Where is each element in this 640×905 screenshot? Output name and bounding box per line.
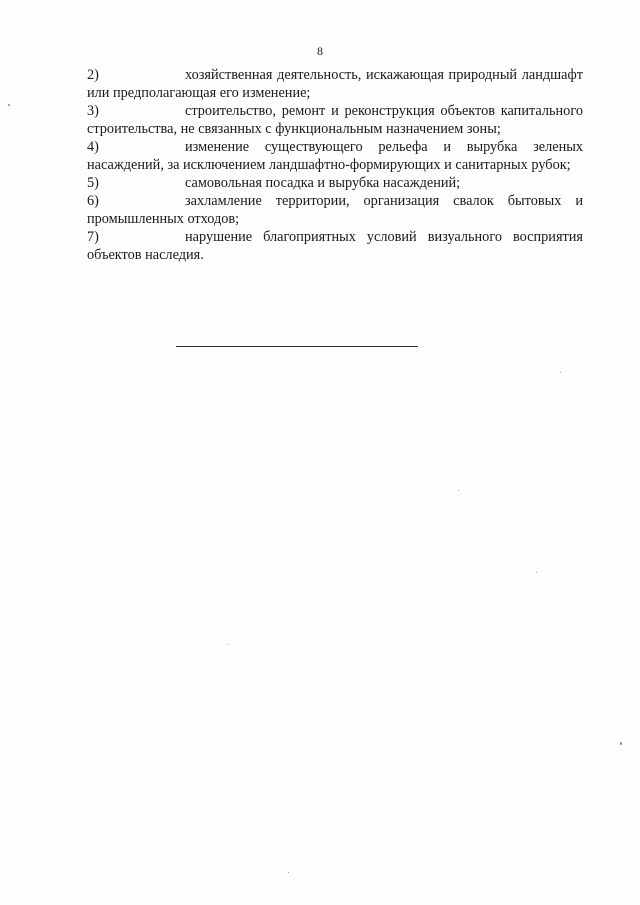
- list-item-number: 2): [87, 67, 99, 83]
- scan-speck: [620, 742, 622, 745]
- list-item-text: нарушение благоприятных условий визуального восприятия объектов наследия.: [87, 229, 583, 263]
- page-number: 8: [317, 44, 323, 58]
- list-item-number: 6): [87, 193, 99, 209]
- list-item: [87, 228, 583, 264]
- list-item: [87, 138, 583, 174]
- list-item-number: 7): [87, 229, 99, 245]
- list-item: [87, 192, 583, 228]
- scan-speck: [458, 490, 459, 491]
- list-item-text: строительство, ремонт и реконструкция объектов капитального строительства, не связанных с функциональным назначением зоны;: [87, 103, 583, 137]
- list-item-number: 3): [87, 103, 99, 119]
- list-item: [87, 102, 583, 138]
- list-item-number: 4): [87, 139, 99, 155]
- list-item-text: захламление территории, организация свалок бытовых и промышленных отходов;: [87, 193, 583, 227]
- list-item-text: изменение существующего рельефа и вырубка зеленых насаждений, за исключением ландшафтно-формирующих и санитарных рубок;: [87, 139, 583, 173]
- scan-speck: [228, 644, 229, 645]
- list-item: [87, 174, 583, 192]
- list-item: [87, 66, 583, 102]
- list-item-number: 5): [87, 175, 99, 191]
- prohibitions-list: [87, 66, 583, 264]
- list-item-text: хозяйственная деятельность, искажающая природный ландшафт или предполагающая его изменение;: [87, 67, 583, 101]
- scan-speck: [288, 872, 289, 873]
- scan-speck: [536, 572, 537, 573]
- scan-speck: [560, 372, 561, 373]
- list-item-text: самовольная посадка и вырубка насаждений;: [185, 175, 461, 191]
- scan-speck: [8, 104, 10, 106]
- end-of-text-divider: [176, 346, 418, 347]
